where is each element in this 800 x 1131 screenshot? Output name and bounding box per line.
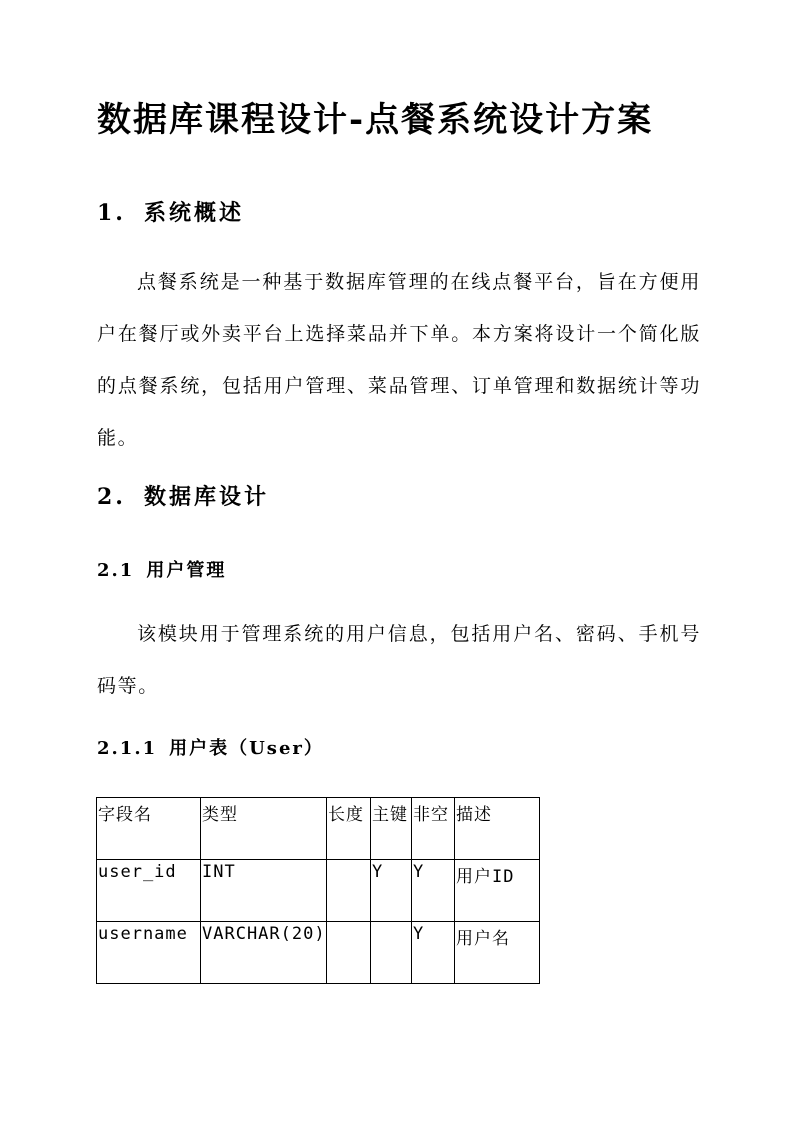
table-header-cell: 长度 — [327, 798, 371, 860]
table-header-cell: 类型 — [201, 798, 327, 860]
table-header-cell: 描述 — [455, 798, 540, 860]
section-number: 1. — [97, 200, 126, 226]
table-cell — [327, 922, 371, 984]
table-cell: username — [97, 922, 201, 984]
table-cell: 用户名 — [455, 922, 540, 984]
table-header-cell: 主键 — [371, 798, 412, 860]
table-cell — [327, 860, 371, 922]
table-header-cell: 字段名 — [97, 798, 201, 860]
overview-paragraph: 点餐系统是一种基于数据库管理的在线点餐平台，旨在方便用户在餐厅或外卖平台上选择菜品并下单。本方案将设计一个简化版的点餐系统，包括用户管理、菜品管理、订单管理和数据统计等功能。 — [97, 271, 701, 449]
subsection-heading-user-table — [97, 734, 324, 760]
subsection-number: 2.1 — [97, 560, 135, 581]
table-cell: Y — [412, 860, 455, 922]
subsection-title: 用户管理 — [146, 560, 227, 581]
table-header-row — [97, 798, 540, 860]
section-number: 2. — [97, 484, 126, 510]
user-table — [96, 797, 540, 984]
section-heading-overview — [97, 196, 244, 227]
table-cell: Y — [412, 922, 455, 984]
table-cell: VARCHAR(20) — [201, 922, 327, 984]
table-cell: INT — [201, 860, 327, 922]
subsection-title: 用户表（User） — [169, 738, 324, 759]
subsection-heading-user-management — [97, 556, 226, 582]
user-management-paragraph: 该模块用于管理系统的用户信息，包括用户名、密码、手机号码等。 — [97, 623, 701, 697]
table-header-cell: 非空 — [412, 798, 455, 860]
table-row — [97, 922, 540, 984]
table-cell — [371, 922, 412, 984]
document-title: 数据库课程设计-点餐系统设计方案 — [97, 100, 654, 140]
table-row — [97, 860, 540, 922]
table-cell: 用户ID — [455, 860, 540, 922]
section-title: 系统概述 — [143, 200, 244, 226]
subsection-number: 2.1.1 — [97, 738, 158, 759]
table-cell: user_id — [97, 860, 201, 922]
table-cell: Y — [371, 860, 412, 922]
section-title: 数据库设计 — [143, 484, 269, 510]
section-heading-database — [97, 480, 269, 511]
